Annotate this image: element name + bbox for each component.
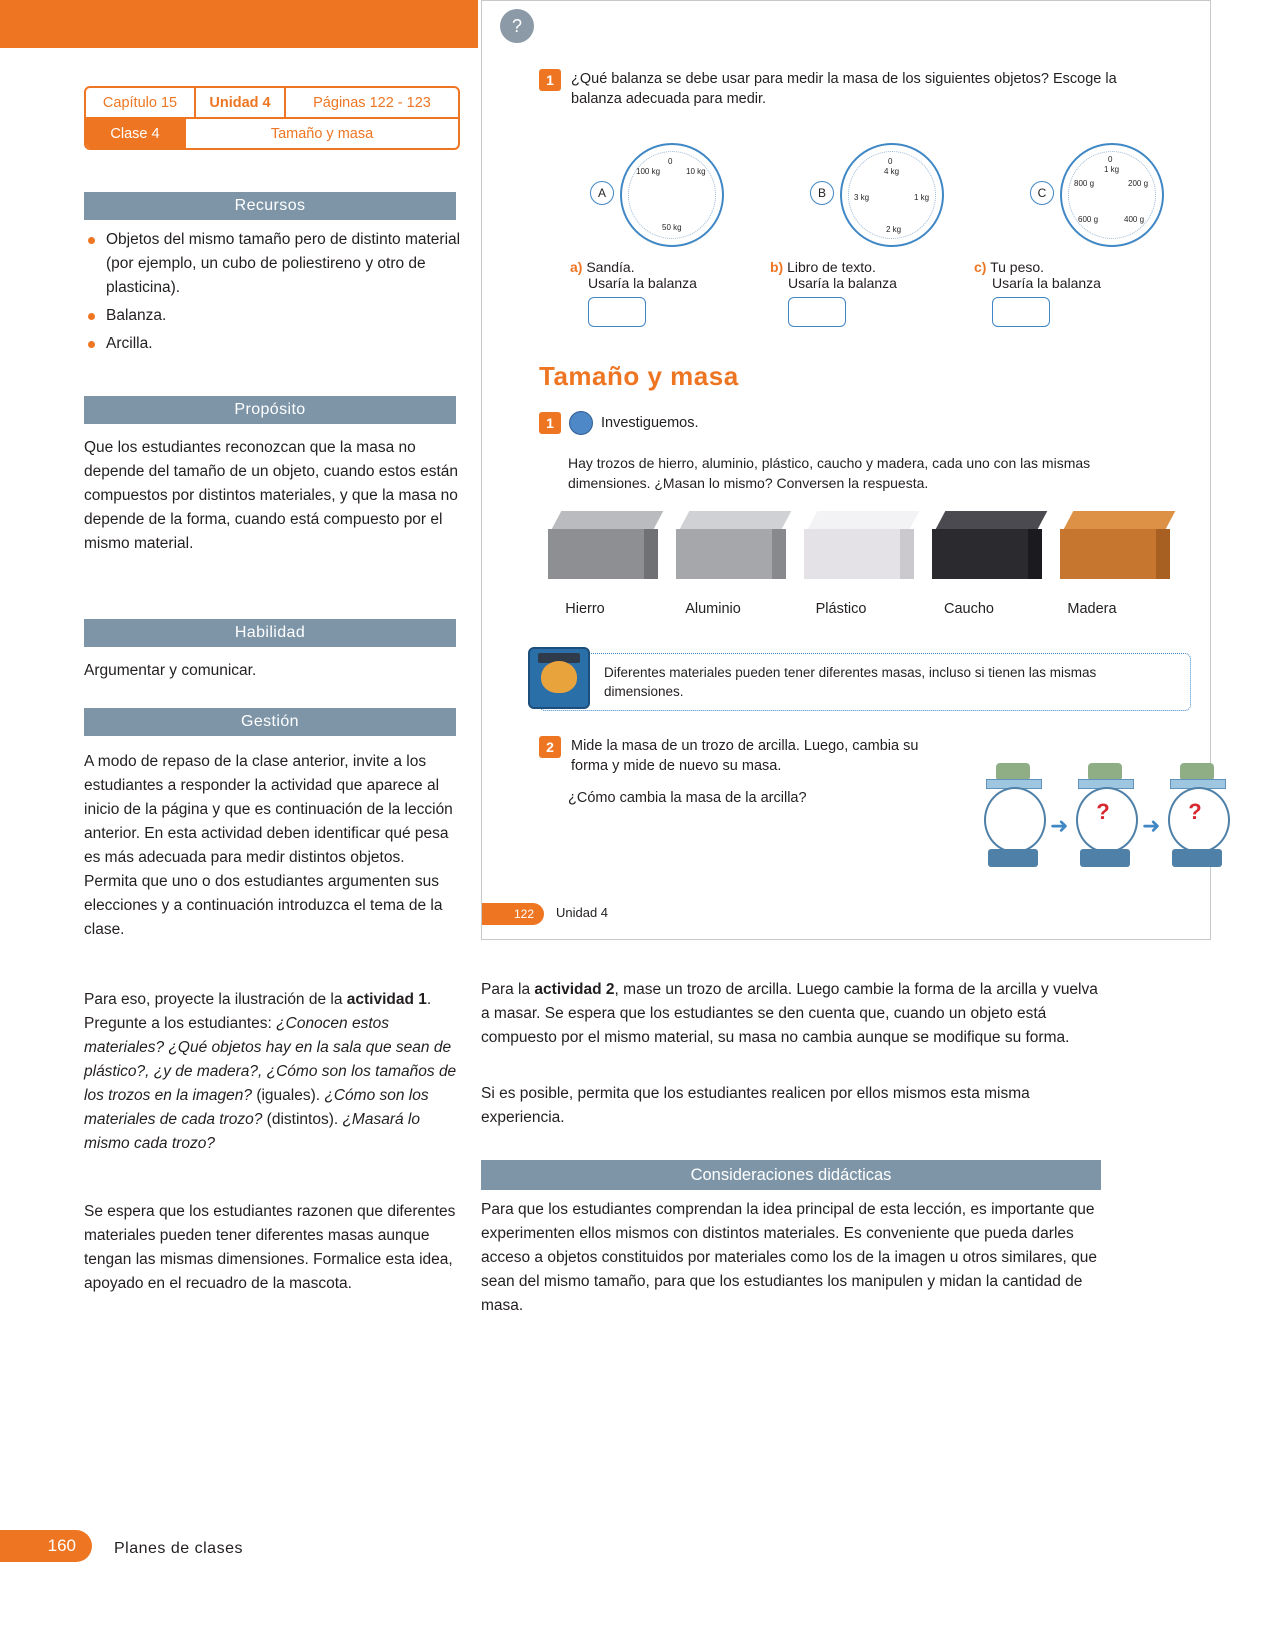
investiguemos-label: Investiguemos. (601, 415, 699, 431)
mascot-note-text: Diferentes materiales pueden tener diferentes masas, incluso si tienen las mismas dimensiones. (604, 665, 1097, 699)
meta-class: Clase 4 (86, 119, 186, 148)
scale-letter-b: B (810, 181, 834, 205)
answer-sub-c: Usaría la balanza (992, 275, 1101, 291)
arrow-right-icon-2: ➜ (1142, 813, 1161, 838)
meta-lesson-title: Tamaño y masa (270, 125, 374, 142)
gestion-paragraph-3: Se espera que los estudiantes razonen que diferentes materiales pueden tener diferentes masas aunque tengan las mismas dimensiones. Formalice esta idea, apoyado en el recuadro de la mascota. (84, 1203, 456, 1292)
block-caucho (932, 511, 1042, 581)
dial-scale-c (1060, 143, 1164, 247)
exercise-1-number: 1 (539, 69, 561, 91)
habilidad-text: Argumentar y comunicar. (84, 662, 257, 679)
answer-label-a: a) (570, 259, 583, 275)
book-lesson-title: Tamaño y masa (539, 361, 739, 391)
scales-group (582, 141, 1182, 243)
footer-label: Planes de clases (114, 1540, 243, 1557)
answer-box-a[interactable] (588, 297, 646, 327)
recursos-list (84, 228, 464, 360)
gestion-p2-part-e: (distintos). (262, 1111, 343, 1128)
investiguemos-text: Hay trozos de hierro, aluminio, plástico, caucho y madera, cada uno con las mismas dimensiones. ¿Masan lo mismo? Conversen la respuesta. (568, 455, 1091, 491)
balance-2 (1074, 761, 1136, 881)
exercise-2-text: Mide la masa de un trozo de arcilla. Luego, cambia su forma y mide de nuevo su masa. (571, 738, 919, 774)
answer-text-b: Libro de texto. (787, 259, 876, 275)
scale-letter-c: C (1030, 181, 1054, 205)
block-caption-aluminio: Aluminio (685, 601, 741, 617)
exercise-2-number: 2 (539, 736, 561, 758)
list-item: Objetos del mismo tamaño pero de distinto material (por ejemplo, un cubo de poliestireno y otro de plasticina). (84, 228, 464, 300)
exercise-2 (539, 736, 959, 806)
meta-row-bottom (86, 119, 458, 148)
scale-c-label-200g: 200 g (1128, 179, 1149, 188)
scale-a-label-0: 0 (668, 157, 673, 166)
balance-3 (1166, 761, 1228, 881)
right-paragraph-3: Para que los estudiantes comprendan la idea principal de esta lección, es importante que experimenten ellos mismos con distintos materiales. Es conveniente que pueda darles acceso a objetos constituidos por materiales como los de la imagen u otros similares, que sean del mismo tamaño, para que los estudiantes los manipulen y midan la cantidad de masa. (481, 1201, 1098, 1314)
left-column (0, 0, 478, 1650)
scale-b-label-3kg: 3 kg (854, 193, 870, 202)
right-paragraph-2: Si es posible, permita que los estudiantes realicen por ellos mismos esta misma experiencia. (481, 1085, 1030, 1126)
meta-unit: Unidad 4 (196, 88, 286, 117)
block-hierro (548, 511, 658, 581)
meta-pages: Páginas 122 - 123 (313, 94, 431, 111)
balance-3-question: ? (1188, 799, 1202, 824)
scale-a-label-50kg: 50 kg (662, 223, 682, 232)
answer-box-b[interactable] (788, 297, 846, 327)
block-caption-plastico: Plástico (815, 601, 867, 617)
right-p1-a: Para la (481, 981, 535, 998)
scale-b-label-2kg: 2 kg (886, 225, 902, 234)
proposito-text: Que los estudiantes reconozcan que la masa no depende del tamaño de un objeto, cuando estos están compuestos por distintos materiales, y que la masa no depende de la forma, cuando está compuesto por el mismo material. (84, 439, 459, 552)
block-caption-madera: Madera (1067, 601, 1117, 617)
right-p1-bold: actividad 2 (534, 981, 615, 998)
scale-letter-a: A (590, 181, 614, 205)
scale-a-label-100kg: 100 kg (636, 167, 661, 176)
block-caption-hierro: Hierro (565, 601, 605, 617)
answer-item-c (974, 259, 1101, 327)
answer-text-a: Sandía. (586, 259, 635, 275)
meta-chapter: Capítulo 15 (86, 88, 196, 117)
gestion-p2-italic-1: ¿Conocen estos materiales? ¿Qué objetos hay en la sala que sean de plástico?, ¿y de madera?, ¿Cómo son los tamaños de los trozos en la imagen? (84, 1015, 457, 1104)
scale-c-label-1kg: 1 kg (1104, 165, 1120, 174)
gestion-p2-bold: actividad 1 (346, 991, 427, 1008)
lesson-meta-box (84, 86, 460, 150)
scale-b-label-1kg: 1 kg (914, 193, 930, 202)
exercise-1-text: ¿Qué balanza se debe usar para medir la masa de los siguientes objetos? Escoge la balanza adecuada para medir. (571, 71, 1117, 107)
gestion-paragraph-1: A modo de repaso de la clase anterior, invite a los estudiantes a responder la actividad que aparece al inicio de la página y que es continuación de la lección anterior. En esta actividad deben identificar qué pesa es más adecuada para medir distintos objetos. Permita que uno o dos estudiantes argumenten sus elecciones y a continuación introduzca el tema de la clase. (84, 753, 453, 938)
scale-c-label-800g: 800 g (1074, 179, 1095, 188)
gestion-paragraph-2 (84, 988, 459, 1156)
answer-item-b (770, 259, 897, 327)
answer-label-b: b) (770, 259, 784, 275)
right-paragraph-1 (481, 978, 1101, 1050)
textbook-page-image (481, 0, 1211, 940)
section-header-recursos: Recursos (84, 192, 456, 220)
question-mark-icon: ? (500, 9, 534, 43)
gestion-p2-part-d: (iguales). (252, 1087, 325, 1104)
scale-a-label-10kg: 10 kg (686, 167, 706, 176)
dial-scale-b (840, 143, 944, 247)
section-header-gestion: Gestión (84, 708, 456, 736)
right-p1-c: , mase un trozo de arcilla. Luego cambie la forma de la arcilla y vuelva a masar. Se espera que los estudiantes se den cuenta que, cuando un objeto está compuesto por el mismo material, su masa no cambia aunque se modifique su forma. (481, 981, 1098, 1046)
block-plastico (804, 511, 914, 581)
investiguemos-header (539, 411, 699, 435)
book-page-number: 122 (482, 903, 544, 925)
section-header-consideraciones: Consideraciones didácticas (481, 1160, 1101, 1190)
scale-b-label-0: 0 (888, 157, 893, 166)
investiguemos-number: 1 (539, 412, 561, 434)
list-item: Arcilla. (84, 332, 464, 356)
answer-label-c: c) (974, 259, 987, 275)
section-header-habilidad: Habilidad (84, 619, 456, 647)
gestion-p2-italic-3: ¿Masará lo mismo cada trozo? (84, 1111, 420, 1152)
mascot-avatar (528, 647, 590, 709)
answer-box-c[interactable] (992, 297, 1050, 327)
gestion-p2-italic-2: ¿Cómo son los materiales de cada trozo? (84, 1087, 429, 1128)
scale-b-label-4kg: 4 kg (884, 167, 900, 176)
scale-c-label-600g: 600 g (1078, 215, 1099, 224)
answer-sub-a: Usaría la balanza (588, 275, 697, 291)
globe-icon (569, 411, 593, 435)
answer-text-c: Tu peso. (990, 259, 1045, 275)
arrow-right-icon-1: ➜ (1050, 813, 1069, 838)
balance-sequence (982, 761, 1212, 891)
list-item: Balanza. (84, 304, 464, 328)
block-madera (1060, 511, 1170, 581)
scale-c-label-400g: 400 g (1124, 215, 1145, 224)
answer-item-a (570, 259, 697, 327)
book-unit-label: Unidad 4 (556, 905, 609, 920)
dial-scale-a (620, 143, 724, 247)
meta-row-top (86, 88, 458, 119)
exercise-2-question: ¿Cómo cambia la masa de la arcilla? (568, 790, 807, 806)
exercise-1 (539, 69, 1189, 109)
section-header-proposito: Propósito (84, 396, 456, 424)
gestion-p2-part-a: Para eso, proyecte la ilustración de la (84, 991, 347, 1008)
balance-2-question: ? (1096, 799, 1110, 824)
block-caption-caucho: Caucho (944, 601, 994, 617)
page-number-badge: 160 (0, 1530, 92, 1562)
gestion-p2-part-c: . Pregunte a los estudiantes: (84, 991, 432, 1032)
balance-1 (982, 761, 1044, 881)
scale-c-label-0: 0 (1108, 155, 1113, 164)
book-footer (482, 903, 1210, 925)
answer-sub-b: Usaría la balanza (788, 275, 897, 291)
block-aluminio (676, 511, 786, 581)
